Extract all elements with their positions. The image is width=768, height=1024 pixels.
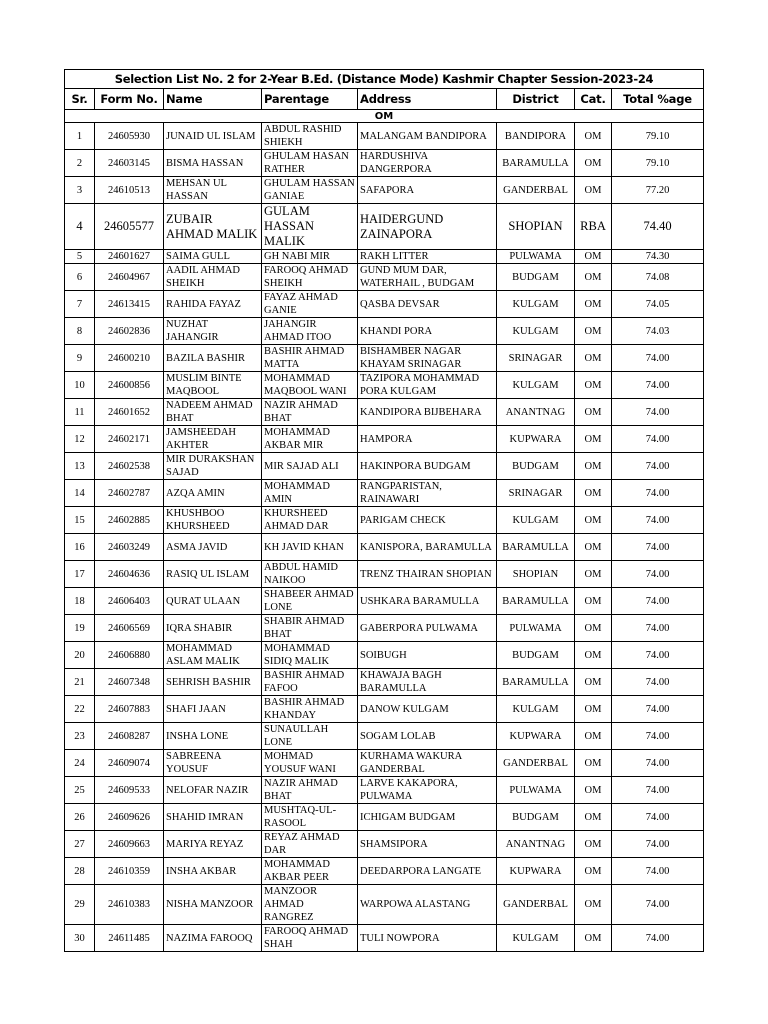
address-cell: KHAWAJA BAGH BARAMULLA	[358, 669, 497, 696]
parentage-cell: MOHAMMAD SIDIQ MALIK	[262, 642, 358, 669]
name-cell: RASIQ UL ISLAM	[164, 561, 262, 588]
total-cell: 74.00	[612, 561, 704, 588]
form-no-cell: 24600210	[95, 345, 164, 372]
address-cell: KANDIPORA BIJBEHARA	[358, 399, 497, 426]
parentage-cell: FAYAZ AHMAD GANIE	[262, 291, 358, 318]
address-cell: KANISPORA, BARAMULLA	[358, 534, 497, 561]
parentage-cell: GHULAM HASSAN GANIAE	[262, 177, 358, 204]
table-row	[65, 885, 704, 925]
parentage-cell: ABDUL RASHID SHIEKH	[262, 123, 358, 150]
sr-cell: 28	[65, 858, 95, 885]
sr-cell: 16	[65, 534, 95, 561]
form-no-cell: 24610383	[95, 885, 164, 925]
cat-cell: OM	[575, 177, 612, 204]
parentage-cell: FAROOQ AHMAD SHAH	[262, 925, 358, 952]
name-cell: IQRA SHABIR	[164, 615, 262, 642]
parentage-cell: BASHIR AHMAD FAFOO	[262, 669, 358, 696]
sr-cell: 6	[65, 264, 95, 291]
parentage-cell: SUNAULLAH LONE	[262, 723, 358, 750]
form-no-cell: 24608287	[95, 723, 164, 750]
cat-cell: OM	[575, 696, 612, 723]
sr-cell: 30	[65, 925, 95, 952]
table-row	[65, 669, 704, 696]
cat-cell: OM	[575, 264, 612, 291]
district-cell: BANDIPORA	[497, 123, 575, 150]
name-cell: QURAT ULAAN	[164, 588, 262, 615]
name-cell: BISMA HASSAN	[164, 150, 262, 177]
form-no-cell: 24605577	[95, 204, 164, 250]
cat-cell: OM	[575, 561, 612, 588]
total-cell: 79.10	[612, 150, 704, 177]
address-cell: SHAMSIPORA	[358, 831, 497, 858]
table-row	[65, 264, 704, 291]
name-cell: NISHA MANZOOR	[164, 885, 262, 925]
header-form-no: Form No.	[95, 89, 164, 110]
address-cell: TAZIPORA MOHAMMAD PORA KULGAM	[358, 372, 497, 399]
district-cell: KULGAM	[497, 507, 575, 534]
total-cell: 74.00	[612, 345, 704, 372]
parentage-cell: MOHAMMAD AKBAR MIR	[262, 426, 358, 453]
table-row	[65, 507, 704, 534]
form-no-cell: 24607883	[95, 696, 164, 723]
table-row	[65, 453, 704, 480]
name-cell: ZUBAIR AHMAD MALIK	[164, 204, 262, 250]
form-no-cell: 24605930	[95, 123, 164, 150]
total-cell: 74.00	[612, 750, 704, 777]
form-no-cell: 24611485	[95, 925, 164, 952]
parentage-cell: MOHAMMAD MAQBOOL WANI	[262, 372, 358, 399]
parentage-cell: MUSHTAQ-UL-RASOOL	[262, 804, 358, 831]
total-cell: 74.00	[612, 453, 704, 480]
total-cell: 74.03	[612, 318, 704, 345]
district-cell: BARAMULLA	[497, 669, 575, 696]
cat-cell: OM	[575, 615, 612, 642]
sr-cell: 12	[65, 426, 95, 453]
form-no-cell: 24606403	[95, 588, 164, 615]
form-no-cell: 24603249	[95, 534, 164, 561]
header-district: District	[497, 89, 575, 110]
cat-cell: OM	[575, 669, 612, 696]
district-cell: BUDGAM	[497, 453, 575, 480]
cat-cell: OM	[575, 345, 612, 372]
address-cell: RAKH LITTER	[358, 250, 497, 264]
total-cell: 74.40	[612, 204, 704, 250]
name-cell: SHAHID IMRAN	[164, 804, 262, 831]
district-cell: BARAMULLA	[497, 150, 575, 177]
total-cell: 74.00	[612, 669, 704, 696]
cat-cell: OM	[575, 372, 612, 399]
name-cell: NAZIMA FAROOQ	[164, 925, 262, 952]
district-cell: GANDERBAL	[497, 750, 575, 777]
address-cell: QASBA DEVSAR	[358, 291, 497, 318]
form-no-cell: 24609533	[95, 777, 164, 804]
parentage-cell: MIR SAJAD ALI	[262, 453, 358, 480]
table-row	[65, 177, 704, 204]
cat-cell: OM	[575, 925, 612, 952]
district-cell: BUDGAM	[497, 642, 575, 669]
header-cat: Cat.	[575, 89, 612, 110]
district-cell: SHOPIAN	[497, 204, 575, 250]
selection-list-table	[64, 69, 704, 952]
table-row	[65, 750, 704, 777]
sr-cell: 8	[65, 318, 95, 345]
parentage-cell: REYAZ AHMAD DAR	[262, 831, 358, 858]
cat-cell: OM	[575, 123, 612, 150]
parentage-cell: BASHIR AHMAD KHANDAY	[262, 696, 358, 723]
parentage-cell: NAZIR AHMAD BHAT	[262, 399, 358, 426]
sr-cell: 18	[65, 588, 95, 615]
sr-cell: 21	[65, 669, 95, 696]
category-label: OM	[65, 110, 704, 123]
form-no-cell: 24601652	[95, 399, 164, 426]
name-cell: AZQA AMIN	[164, 480, 262, 507]
header-address: Address	[358, 89, 497, 110]
sr-cell: 23	[65, 723, 95, 750]
address-cell: HAKINPORA BUDGAM	[358, 453, 497, 480]
total-cell: 74.00	[612, 925, 704, 952]
address-cell: HAIDERGUND ZAINAPORA	[358, 204, 497, 250]
table-row	[65, 150, 704, 177]
total-cell: 74.00	[612, 723, 704, 750]
sr-cell: 9	[65, 345, 95, 372]
header-parentage: Parentage	[262, 89, 358, 110]
document-title: Selection List No. 2 for 2-Year B.Ed. (Distance Mode) Kashmir Chapter Session-2023-24	[65, 70, 704, 89]
address-cell: KURHAMA WAKURA GANDERBAL	[358, 750, 497, 777]
parentage-cell: FAROOQ AHMAD SHEIKH	[262, 264, 358, 291]
name-cell: NUZHAT JAHANGIR	[164, 318, 262, 345]
table-row	[65, 123, 704, 150]
parentage-cell: SHABIR AHMAD BHAT	[262, 615, 358, 642]
total-cell: 74.00	[612, 480, 704, 507]
table-row	[65, 345, 704, 372]
total-cell: 74.00	[612, 831, 704, 858]
sr-cell: 24	[65, 750, 95, 777]
name-cell: BAZILA BASHIR	[164, 345, 262, 372]
cat-cell: OM	[575, 399, 612, 426]
header-sr: Sr.	[65, 89, 95, 110]
name-cell: MARIYA REYAZ	[164, 831, 262, 858]
sr-cell: 1	[65, 123, 95, 150]
name-cell: INSHA AKBAR	[164, 858, 262, 885]
district-cell: BUDGAM	[497, 804, 575, 831]
cat-cell: OM	[575, 885, 612, 925]
cat-cell: OM	[575, 426, 612, 453]
address-cell: DEEDARPORA LANGATE	[358, 858, 497, 885]
total-cell: 74.00	[612, 804, 704, 831]
parentage-cell: NAZIR AHMAD BHAT	[262, 777, 358, 804]
cat-cell: OM	[575, 831, 612, 858]
form-no-cell: 24613415	[95, 291, 164, 318]
sr-cell: 15	[65, 507, 95, 534]
sr-cell: 7	[65, 291, 95, 318]
table-row	[65, 250, 704, 264]
name-cell: SEHRISH BASHIR	[164, 669, 262, 696]
district-cell: BUDGAM	[497, 264, 575, 291]
district-cell: KULGAM	[497, 372, 575, 399]
cat-cell: OM	[575, 318, 612, 345]
parentage-cell: GULAM HASSAN MALIK	[262, 204, 358, 250]
district-cell: PULWAMA	[497, 615, 575, 642]
form-no-cell: 24602538	[95, 453, 164, 480]
name-cell: SABREENA YOUSUF	[164, 750, 262, 777]
form-no-cell: 24610513	[95, 177, 164, 204]
sr-cell: 29	[65, 885, 95, 925]
header-row	[65, 89, 704, 110]
form-no-cell: 24609663	[95, 831, 164, 858]
sr-cell: 25	[65, 777, 95, 804]
cat-cell: OM	[575, 804, 612, 831]
parentage-cell: BASHIR AHMAD MATTA	[262, 345, 358, 372]
total-cell: 74.00	[612, 399, 704, 426]
district-cell: SHOPIAN	[497, 561, 575, 588]
form-no-cell: 24609074	[95, 750, 164, 777]
table-row	[65, 804, 704, 831]
parentage-cell: KH JAVID KHAN	[262, 534, 358, 561]
total-cell: 74.00	[612, 696, 704, 723]
district-cell: KUPWARA	[497, 426, 575, 453]
cat-cell: OM	[575, 858, 612, 885]
cat-cell: OM	[575, 507, 612, 534]
district-cell: KULGAM	[497, 696, 575, 723]
form-no-cell: 24606880	[95, 642, 164, 669]
cat-cell: OM	[575, 480, 612, 507]
table-body	[65, 123, 704, 952]
header-total: Total %age	[612, 89, 704, 110]
sr-cell: 20	[65, 642, 95, 669]
cat-cell: OM	[575, 750, 612, 777]
table-row	[65, 561, 704, 588]
district-cell: BARAMULLA	[497, 534, 575, 561]
parentage-cell: ABDUL HAMID NAIKOO	[262, 561, 358, 588]
address-cell: USHKARA BARAMULLA	[358, 588, 497, 615]
address-cell: DANOW KULGAM	[358, 696, 497, 723]
table-row	[65, 372, 704, 399]
name-cell: SAIMA GULL	[164, 250, 262, 264]
table-row	[65, 777, 704, 804]
total-cell: 74.00	[612, 588, 704, 615]
district-cell: ANANTNAG	[497, 831, 575, 858]
cat-cell: OM	[575, 291, 612, 318]
total-cell: 74.00	[612, 534, 704, 561]
address-cell: MALANGAM BANDIPORA	[358, 123, 497, 150]
total-cell: 74.00	[612, 615, 704, 642]
district-cell: KULGAM	[497, 318, 575, 345]
name-cell: MUSLIM BINTE MAQBOOL	[164, 372, 262, 399]
district-cell: KULGAM	[497, 291, 575, 318]
table-row	[65, 426, 704, 453]
table-row	[65, 723, 704, 750]
sr-cell: 17	[65, 561, 95, 588]
cat-cell: OM	[575, 642, 612, 669]
address-cell: SOGAM LOLAB	[358, 723, 497, 750]
sr-cell: 19	[65, 615, 95, 642]
address-cell: HARDUSHIVA DANGERPORA	[358, 150, 497, 177]
district-cell: KUPWARA	[497, 723, 575, 750]
sr-cell: 4	[65, 204, 95, 250]
table-row	[65, 399, 704, 426]
address-cell: PARIGAM CHECK	[358, 507, 497, 534]
total-cell: 74.30	[612, 250, 704, 264]
table-row	[65, 858, 704, 885]
table-row	[65, 642, 704, 669]
form-no-cell: 24603145	[95, 150, 164, 177]
total-cell: 74.00	[612, 885, 704, 925]
cat-cell: OM	[575, 453, 612, 480]
address-cell: ICHIGAM BUDGAM	[358, 804, 497, 831]
form-no-cell: 24602171	[95, 426, 164, 453]
table-row	[65, 831, 704, 858]
form-no-cell: 24602787	[95, 480, 164, 507]
total-cell: 74.00	[612, 426, 704, 453]
name-cell: MIR DURAKSHAN SAJAD	[164, 453, 262, 480]
district-cell: PULWAMA	[497, 250, 575, 264]
address-cell: SAFAPORA	[358, 177, 497, 204]
form-no-cell: 24600856	[95, 372, 164, 399]
sr-cell: 22	[65, 696, 95, 723]
form-no-cell: 24604967	[95, 264, 164, 291]
parentage-cell: KHURSHEED AHMAD DAR	[262, 507, 358, 534]
name-cell: KHUSHBOO KHURSHEED	[164, 507, 262, 534]
name-cell: JAMSHEEDAH AKHTER	[164, 426, 262, 453]
sr-cell: 11	[65, 399, 95, 426]
district-cell: KULGAM	[497, 925, 575, 952]
table-row	[65, 696, 704, 723]
address-cell: GUND MUM DAR, WATERHAIL , BUDGAM	[358, 264, 497, 291]
address-cell: TULI NOWPORA	[358, 925, 497, 952]
cat-cell: OM	[575, 723, 612, 750]
address-cell: BISHAMBER NAGAR KHAYAM SRINAGAR	[358, 345, 497, 372]
total-cell: 74.00	[612, 642, 704, 669]
cat-cell: OM	[575, 534, 612, 561]
parentage-cell: SHABEER AHMAD LONE	[262, 588, 358, 615]
district-cell: GANDERBAL	[497, 177, 575, 204]
cat-cell: OM	[575, 588, 612, 615]
sr-cell: 26	[65, 804, 95, 831]
total-cell: 77.20	[612, 177, 704, 204]
parentage-cell: MOHAMMAD AKBAR PEER	[262, 858, 358, 885]
sr-cell: 3	[65, 177, 95, 204]
total-cell: 74.05	[612, 291, 704, 318]
address-cell: LARVE KAKAPORA, PULWAMA	[358, 777, 497, 804]
district-cell: SRINAGAR	[497, 345, 575, 372]
address-cell: HAMPORA	[358, 426, 497, 453]
header-name: Name	[164, 89, 262, 110]
form-no-cell: 24601627	[95, 250, 164, 264]
district-cell: SRINAGAR	[497, 480, 575, 507]
total-cell: 74.08	[612, 264, 704, 291]
district-cell: GANDERBAL	[497, 885, 575, 925]
total-cell: 74.00	[612, 372, 704, 399]
sr-cell: 5	[65, 250, 95, 264]
table-row	[65, 615, 704, 642]
name-cell: JUNAID UL ISLAM	[164, 123, 262, 150]
cat-cell: OM	[575, 250, 612, 264]
sr-cell: 2	[65, 150, 95, 177]
name-cell: SHAFI JAAN	[164, 696, 262, 723]
address-cell: SOIBUGH	[358, 642, 497, 669]
sr-cell: 13	[65, 453, 95, 480]
form-no-cell: 24609626	[95, 804, 164, 831]
parentage-cell: MOHAMMAD AMIN	[262, 480, 358, 507]
table-row	[65, 534, 704, 561]
total-cell: 79.10	[612, 123, 704, 150]
name-cell: NELOFAR NAZIR	[164, 777, 262, 804]
parentage-cell: MOHMAD YOUSUF WANI	[262, 750, 358, 777]
form-no-cell: 24602836	[95, 318, 164, 345]
form-no-cell: 24610359	[95, 858, 164, 885]
address-cell: RANGPARISTAN, RAINAWARI	[358, 480, 497, 507]
form-no-cell: 24602885	[95, 507, 164, 534]
parentage-cell: JAHANGIR AHMAD ITOO	[262, 318, 358, 345]
table-row	[65, 204, 704, 250]
form-no-cell: 24607348	[95, 669, 164, 696]
name-cell: INSHA LONE	[164, 723, 262, 750]
district-cell: PULWAMA	[497, 777, 575, 804]
name-cell: RAHIDA FAYAZ	[164, 291, 262, 318]
name-cell: AADIL AHMAD SHEIKH	[164, 264, 262, 291]
sr-cell: 14	[65, 480, 95, 507]
district-cell: KUPWARA	[497, 858, 575, 885]
table-row	[65, 480, 704, 507]
total-cell: 74.00	[612, 858, 704, 885]
table-row	[65, 588, 704, 615]
table-row	[65, 318, 704, 345]
total-cell: 74.00	[612, 777, 704, 804]
district-cell: BARAMULLA	[497, 588, 575, 615]
form-no-cell: 24604636	[95, 561, 164, 588]
parentage-cell: MANZOOR AHMAD RANGREZ	[262, 885, 358, 925]
table-row	[65, 925, 704, 952]
address-cell: KHANDI PORA	[358, 318, 497, 345]
district-cell: ANANTNAG	[497, 399, 575, 426]
parentage-cell: GHULAM HASAN RATHER	[262, 150, 358, 177]
address-cell: GABERPORA PULWAMA	[358, 615, 497, 642]
name-cell: MOHAMMAD ASLAM MALIK	[164, 642, 262, 669]
name-cell: ASMA JAVID	[164, 534, 262, 561]
table-row	[65, 291, 704, 318]
cat-cell: OM	[575, 150, 612, 177]
name-cell: NADEEM AHMAD BHAT	[164, 399, 262, 426]
name-cell: MEHSAN UL HASSAN	[164, 177, 262, 204]
cat-cell: RBA	[575, 204, 612, 250]
sr-cell: 27	[65, 831, 95, 858]
sr-cell: 10	[65, 372, 95, 399]
total-cell: 74.00	[612, 507, 704, 534]
cat-cell: OM	[575, 777, 612, 804]
form-no-cell: 24606569	[95, 615, 164, 642]
address-cell: TRENZ THAIRAN SHOPIAN	[358, 561, 497, 588]
address-cell: WARPOWA ALASTANG	[358, 885, 497, 925]
parentage-cell: GH NABI MIR	[262, 250, 358, 264]
